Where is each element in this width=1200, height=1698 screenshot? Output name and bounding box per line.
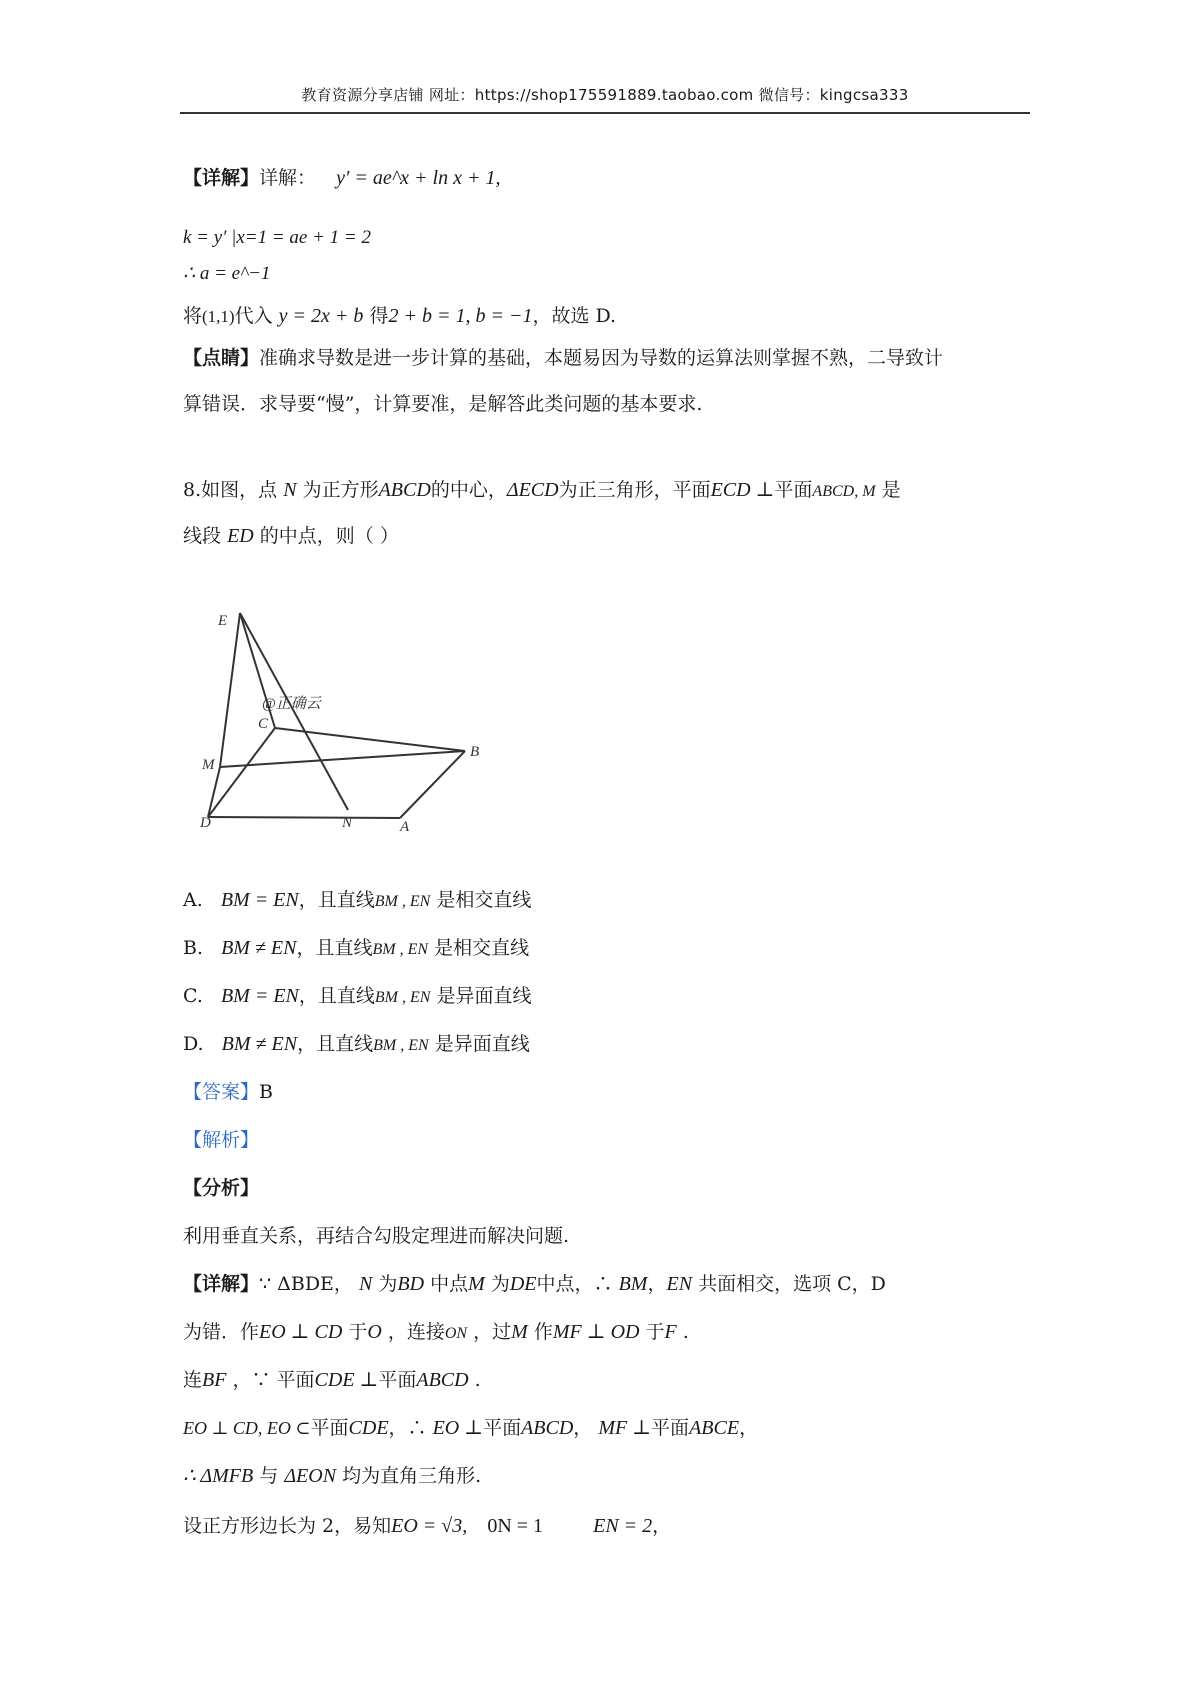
d2-c: ，连接 [387, 1321, 445, 1343]
option-lines: BM , EN [373, 1037, 429, 1054]
d1-d: 为 [490, 1273, 510, 1295]
derivative-formula: y′ = ae^x + ln x + 1, [336, 167, 501, 189]
d1-f: ， [647, 1273, 667, 1295]
d4-ABCE: ABCE [689, 1417, 740, 1439]
d4-CDE: CDE [348, 1417, 389, 1439]
option-mid: ，且直线 [296, 937, 373, 959]
q8-line-1 [183, 476, 901, 506]
option-end: 是异面直线 [436, 985, 532, 1007]
q8-line-2 [183, 522, 399, 550]
substitute-line [183, 302, 616, 331]
comment-line-2: 算错误．求导要“慢”，计算要准，是解答此类问题的基本要求. [183, 393, 703, 415]
d5-c: ΔEON [284, 1465, 337, 1487]
d1-DE: DE [509, 1273, 537, 1295]
option-mid: ，且直线 [298, 889, 375, 911]
option-math: BM = EN [220, 889, 299, 911]
q8-text-d: 为正三角形，平面 [558, 479, 711, 501]
d4-d: ， [573, 1417, 593, 1439]
detail-tag: 【详解】 [183, 167, 260, 189]
d5-a: ∴ ΔMFB [183, 1465, 254, 1487]
label-M: M [202, 757, 215, 773]
detail-line-5 [183, 1462, 481, 1490]
d2-a: 为错．作 [183, 1321, 260, 1343]
label-B: B [470, 744, 480, 760]
d1-b: 为 [378, 1273, 398, 1295]
d3-c: 平面 [378, 1369, 417, 1391]
d1-EN: EN [666, 1273, 693, 1295]
option-mid: ，且直线 [297, 1033, 374, 1055]
d2-f: 于 [645, 1321, 665, 1343]
q8-line2-a: 线段 [183, 525, 222, 547]
label-A: A [400, 819, 410, 835]
d5-d: 均为直角三角形. [342, 1465, 482, 1487]
q8-ABCD: ABCD [378, 479, 431, 501]
d3-d: . [474, 1369, 481, 1391]
q8-text-c: 的中心， [430, 479, 507, 501]
q8-ED: ED [227, 525, 254, 547]
analysis-tag: 【解析】 [183, 1129, 260, 1151]
d2-M: M [511, 1321, 528, 1343]
d1-a: ∵ ΔBDE， [259, 1273, 353, 1295]
comment-tag: 【点睛】 [183, 347, 260, 369]
sub-prefix: 将 [183, 305, 203, 327]
d3-b: ，∵ 平面 [232, 1369, 315, 1391]
d1-e: 中点，∴ [536, 1273, 613, 1295]
option-end: 是相交直线 [434, 937, 530, 959]
label-D: D [200, 815, 211, 831]
label-N: N [342, 815, 353, 831]
option-letter: D. [183, 1033, 204, 1055]
sub-mid1: 代入 [234, 305, 273, 327]
d3-BF: BF [202, 1369, 227, 1391]
d6-math1: EO = √3, [391, 1515, 468, 1537]
d1-N: N [358, 1273, 373, 1295]
option-end: 是异面直线 [434, 1033, 530, 1055]
answer-value: B [259, 1081, 273, 1103]
option-mid: ，且直线 [298, 985, 375, 1007]
d2-e: 作 [533, 1321, 553, 1343]
d2-F: F [664, 1321, 677, 1343]
d2-d: ，过 [473, 1321, 512, 1343]
d6-a: 设正方形边长为 2，易知 [183, 1515, 392, 1537]
d4-e: 平面 [651, 1417, 690, 1439]
prev-detail-line [183, 164, 500, 192]
q8-text-b: 为正方形 [302, 479, 379, 501]
d2-O: O [367, 1321, 382, 1343]
d4-math3: MF ⊥ [598, 1417, 652, 1439]
q8-N: N [283, 479, 297, 501]
label-C: C [258, 716, 269, 732]
detail-line-1 [183, 1270, 886, 1298]
sub-suffix: ，故选 D. [532, 305, 617, 327]
d1-c: 中点 [430, 1273, 469, 1295]
d4-b: ，∴ [388, 1417, 427, 1439]
option-lines: BM , EN [374, 893, 431, 910]
q8-ABCD-M: ABCD, M [812, 483, 876, 500]
fenxi-text: 利用垂直关系，再结合勾股定理进而解决问题. [183, 1225, 570, 1247]
option-letter: B. [183, 937, 204, 959]
comment-line-1 [183, 344, 943, 372]
d1-BM: BM [618, 1273, 648, 1295]
detail-line-4 [183, 1414, 758, 1442]
d4-c: 平面 [483, 1417, 522, 1439]
figure-watermark: @正确云 [262, 696, 321, 712]
geometry-figure [200, 605, 540, 850]
option-letter: A. [183, 889, 203, 911]
header-rule [180, 112, 1030, 114]
detail-word: 详解： [259, 167, 317, 189]
q8-line2-b: 的中点，则（ ） [259, 525, 399, 547]
d4-a: 平面 [310, 1417, 349, 1439]
detail-line-3 [183, 1366, 481, 1394]
d2-ON: ON [444, 1325, 468, 1342]
sub-formula2: 2 + b = 1, b = −1 [388, 305, 533, 327]
sub-mid2: 得 [369, 305, 389, 327]
k-line: k = y′ |x=1 = ae + 1 = 2 [183, 227, 371, 248]
d6-b: ， [652, 1515, 672, 1537]
option-math: BM = EN [220, 985, 299, 1007]
d4-math2: EO ⊥ [432, 1417, 484, 1439]
detail-tag: 【详解】 [183, 1273, 260, 1295]
d2-math2: MF ⊥ OD [552, 1321, 640, 1343]
q8-ECD-perp: ECD ⊥ [710, 479, 775, 501]
d2-g: . [682, 1321, 689, 1343]
option-b [183, 934, 529, 964]
comment-text-1: 准确求导数是进一步计算的基础，本题易因为导数的运算法则掌握不熟，二导致计 [259, 347, 944, 369]
d4-ABCD: ABCD [521, 1417, 574, 1439]
d2-math1: EO ⊥ CD [259, 1321, 343, 1343]
fenxi-tag: 【分析】 [183, 1177, 260, 1199]
option-lines: BM , EN [372, 941, 429, 958]
d1-g: 共面相交，选项 C，D [698, 1273, 886, 1295]
option-math: BM ≠ EN [221, 937, 297, 959]
sub-point: (1,1) [202, 307, 235, 326]
d5-b: 与 [259, 1465, 279, 1487]
d1-BD: BD [397, 1273, 425, 1295]
detail-line-6 [183, 1512, 671, 1540]
option-lines: BM , EN [374, 989, 431, 1006]
d4-f: ， [739, 1417, 759, 1439]
detail-line-2 [183, 1318, 689, 1348]
option-math: BM ≠ EN [221, 1033, 298, 1055]
q8-text-f: 是 [881, 479, 901, 501]
d4-math1: EO ⊥ CD, EO ⊂ [183, 1418, 311, 1438]
sub-formula1: y = 2x + b [278, 305, 364, 327]
page-header: 教育资源分享店铺 网址：https://shop175591889.taobao.com 微信号：kingcsa333 [301, 86, 909, 104]
q8-text-e: 平面 [774, 479, 813, 501]
label-E: E [218, 613, 228, 629]
option-c [183, 982, 532, 1012]
option-d [183, 1030, 530, 1060]
q8-text-a: 8.如图，点 [183, 479, 278, 501]
option-a [183, 886, 531, 916]
d1-M: M [468, 1273, 485, 1295]
answer-line [183, 1078, 273, 1106]
d6-math2: 0N = 1 [487, 1515, 544, 1537]
q8-triangle: ΔECD [506, 479, 559, 501]
answer-tag: 【答案】 [183, 1081, 260, 1103]
d3-a: 连 [183, 1369, 203, 1391]
d3-ABCD: ABCD [416, 1369, 469, 1391]
d2-b: 于 [348, 1321, 368, 1343]
d6-math3: EN = 2 [593, 1515, 653, 1537]
option-letter: C. [183, 985, 203, 1007]
option-end: 是相交直线 [436, 889, 532, 911]
d3-CDE: CDE ⊥ [314, 1369, 379, 1391]
a-line: ∴ a = e^−1 [183, 263, 271, 284]
